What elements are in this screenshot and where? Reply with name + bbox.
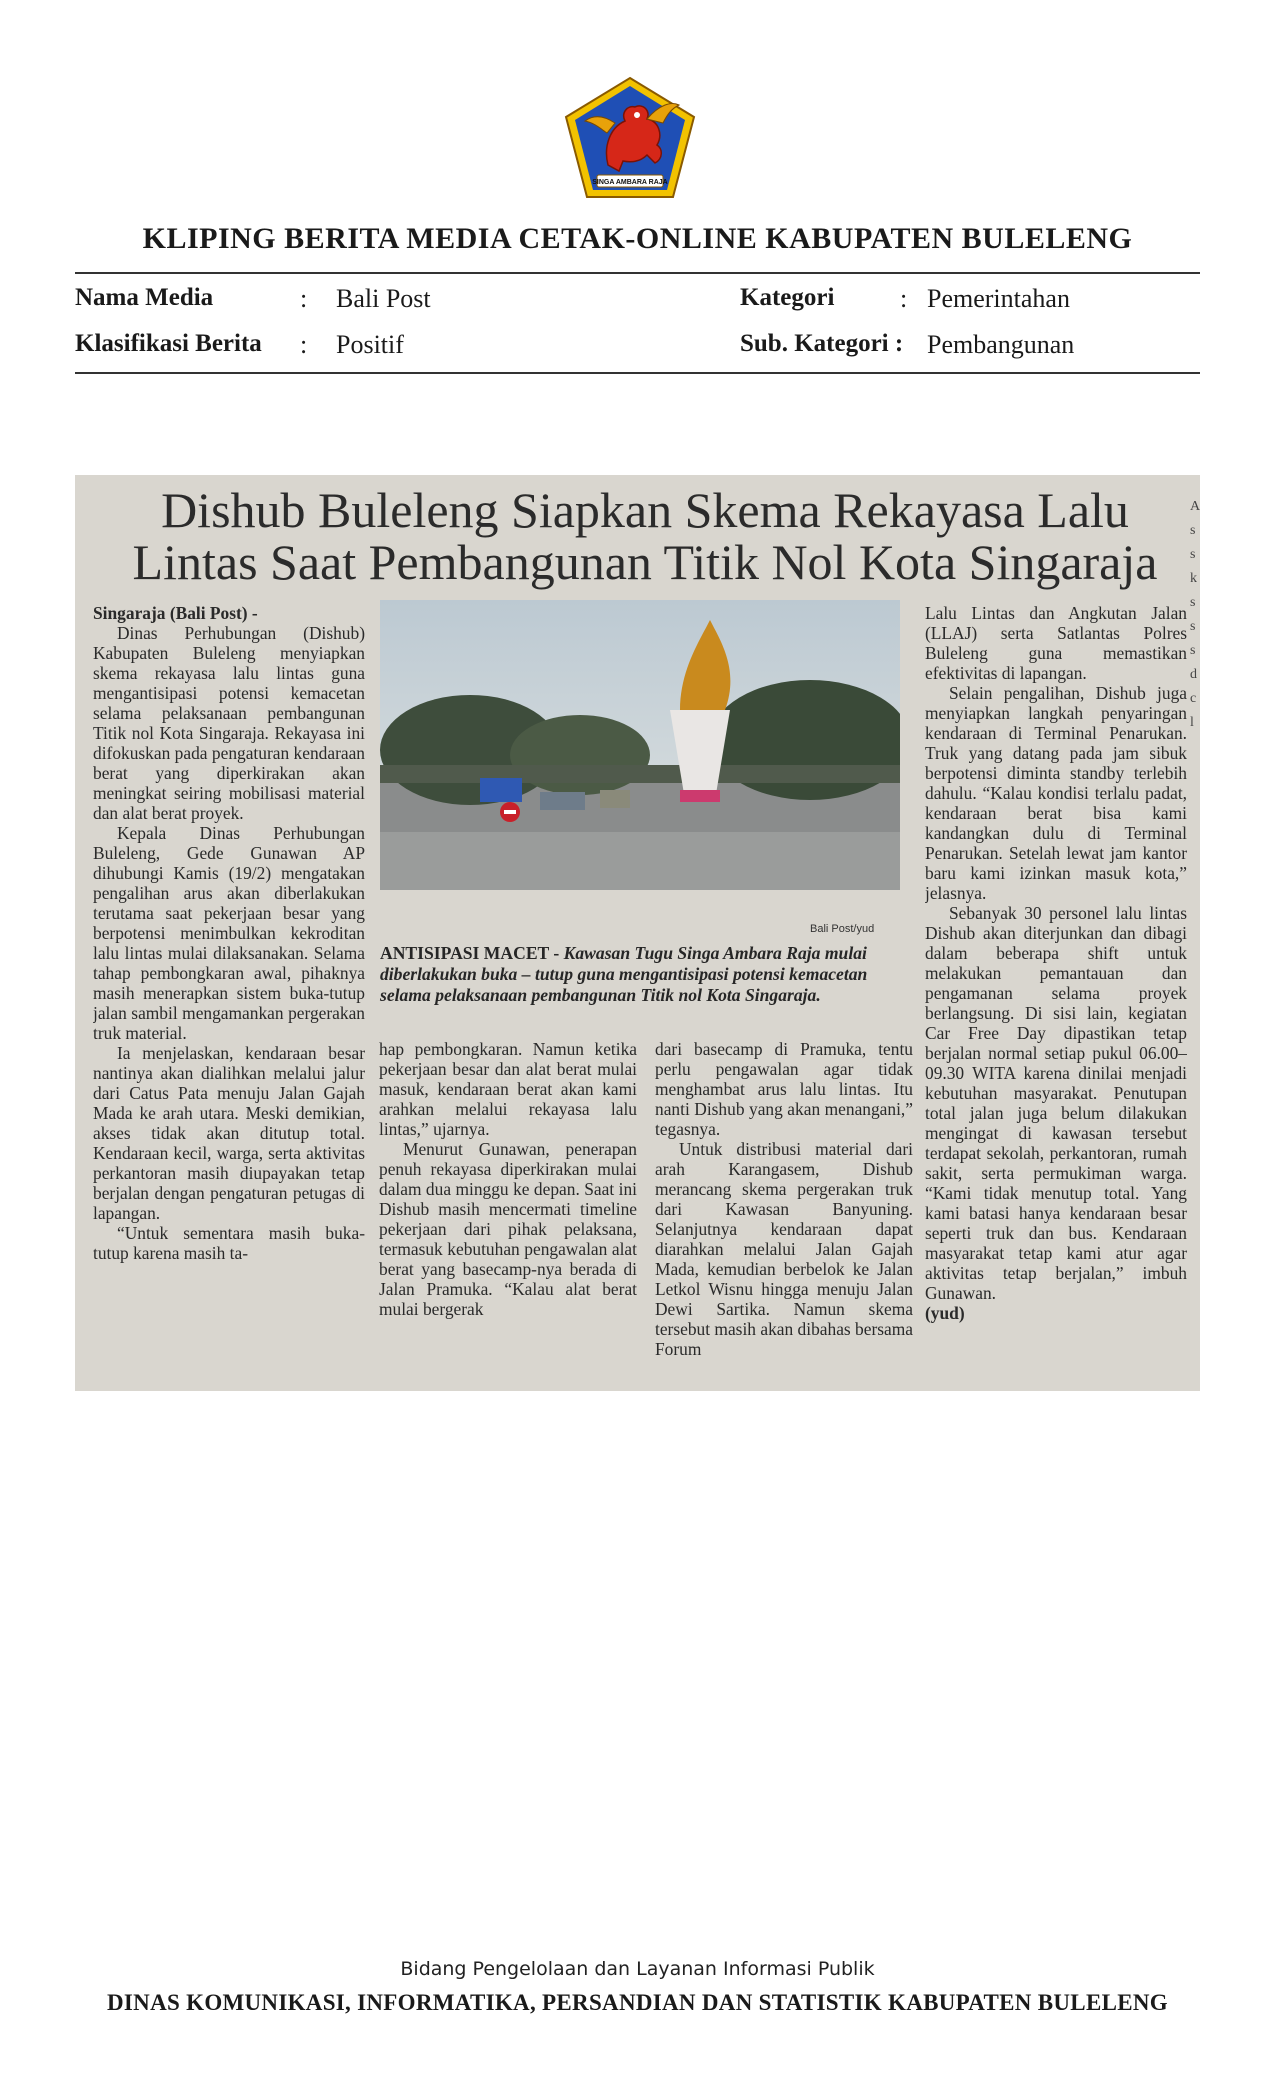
top-divider	[75, 272, 1200, 274]
col1-paragraph: Ia menjelaskan, kendaraan besar nantinya akan dialihkan melalui jalur dari Catus Pata menuju Jalan Gajah Mada ke arah utara. Meski demikian, akses tidak akan ditutup total. Kendaraan kecil, warga, serta aktivitas perkantoran masih diupayakan tetap berjalan dengan pengaturan petugas di lapangan.	[93, 1043, 365, 1223]
footer-agency: DINAS KOMUNIKASI, INFORMATIKA, PERSANDIAN DAN STATISTIK KABUPATEN BULELENG	[107, 1990, 1168, 2015]
dateline: Singaraja (Bali Post) -	[93, 603, 258, 623]
media-value: Bali Post	[336, 284, 431, 313]
klasifikasi-label: Klasifikasi Berita	[75, 330, 262, 357]
photo-credit: Bali Post/yud	[810, 923, 875, 935]
caption-text: Kawasan Tugu Singa Ambara Raja mulai diberlakukan buka – tutup guna mengantisipasi potensi kemacetan selama pelaksanaan pembangunan Titik nol Kota Singaraja.	[380, 943, 868, 1005]
col3-paragraph: Untuk distribusi material dari arah Karangasem, Dishub merancang skema pergerakan truk dari Kawasan Banyuning. Selanjutnya kendaraan dapat diarahkan melalui Jalan Gajah Mada, kemudian berbelok ke Jalan Letkol Wisnu hingga menuju Jalan Dewi Sartika. Namun skema tersebut masih akan dibahas bersama Forum	[655, 1139, 913, 1359]
photo-caption	[380, 943, 905, 1006]
article-column-1	[93, 603, 365, 1379]
document-title: KLIPING BERITA MEDIA CETAK-ONLINE KABUPATEN BULELENG	[142, 222, 1133, 255]
col2-paragraph: Menurut Gunawan, penerapan penuh rekayasa diperkirakan mulai dalam dua minggu ke depan. Saat ini Dishub masih mencermati timeline pekerjaan dari pihak pelaksana, termasuk kebutuhan pengawalan alat berat yang basecamp-nya berada di Jalan Pramuka. “Kalau alat berat mulai bergerak	[379, 1139, 637, 1319]
headline-line-2: Lintas Saat Pembangunan Titik Nol Kota Singaraja	[132, 534, 1158, 590]
caption-lead: ANTISIPASI MACET -	[380, 943, 560, 963]
headline-line-1: Dishub Buleleng Siapkan Skema Rekayasa Lalu	[161, 482, 1129, 538]
col4-paragraph: Selain pengalihan, Dishub juga menyiapkan langkah penyaringan kendaraan di Terminal Penarukan. Truk yang datang pada jam sibuk berpotensi diminta standby terlebih dahulu. “Kalau kondisi terlalu padat, kendaraan berat bisa kami kandangkan dulu di Terminal Penarukan. Setelah lewat jam kantor baru kami izinkan masuk kota,” jelasnya.	[925, 683, 1187, 903]
adjacent-article-edge: A s s k s s s d c l	[1190, 499, 1200, 730]
article-column-2	[379, 1039, 637, 1379]
kategori-label: Kategori	[740, 284, 835, 311]
col4-paragraph: Lalu Lintas dan Angkutan Jalan (LLAJ) serta Satlantas Polres Buleleng guna memastikan efektivitas di lapangan.	[925, 603, 1187, 683]
article-column-3	[655, 1039, 913, 1379]
col4-paragraph: Sebanyak 30 personel lalu lintas Dishub akan diterjunkan dan dibagi dalam beberapa shift untuk melakukan pemantauan dan pengamanan selama proyek berlangsung. Di sisi lain, kegiatan Car Free Day dipastikan tetap berjalan normal setiap pukul 06.00–09.30 WITA karena dinilai menjadi kebutuhan masyarakat. Penutupan total jalan juga belum dilakukan mengingat di kawasan tersebut terdapat sekolah, perkantoran, rumah sakit, serta permukiman warga. “Kami tidak menutup total. Yang kami batasi hanya kendaraan besar seperti truk dan bus. Kendaraan masyarakat tetap kami atur agar aktivitas tetap berjalan,” imbuh Gunawan.	[925, 903, 1187, 1303]
meta-divider	[75, 372, 1200, 374]
klasifikasi-colon: :	[300, 330, 308, 359]
col1-paragraph: Kepala Dinas Perhubungan Buleleng, Gede Gunawan AP dihubungi Kamis (19/2) mengatakan pengalihan arus akan diberlakukan terutama saat pekerjaan besar yang berpotensi menimbulkan kekroditan lalu lintas mulai dilaksanakan. Selama tahap pembongkaran awal, pihaknya masih menerapkan sistem buka-tutup jalan sambil mengamankan pergerakan truk material.	[93, 823, 365, 1043]
col1-paragraph: Dinas Perhubungan (Dishub) Kabupaten Buleleng menyiapkan skema rekayasa lalu lintas guna mengantisipasi potensi kemacetan selama pelaksanaan pembangunan Titik nol Kota Singaraja. Rekayasa ini difokuskan pada pengaturan kendaraan berat yang diperkirakan akan meningkat seiring mobilisasi material dan alat berat proyek.	[93, 623, 365, 823]
col3-paragraph: dari basecamp di Pramuka, tentu perlu pengawalan agar tidak menghambat arus lalu lintas. Itu nanti Dishub yang akan menangani,” tegasnya.	[655, 1039, 913, 1139]
subkategori-value: Pembangunan	[927, 330, 1075, 359]
col1-paragraph: “Untuk sementara masih buka-tutup karena masih ta-	[93, 1223, 365, 1263]
klasifikasi-value: Positif	[336, 330, 404, 359]
svg-text:SINGA AMBARA RAJA: SINGA AMBARA RAJA	[592, 179, 668, 186]
media-label: Nama Media	[75, 284, 214, 311]
kategori-value: Pemerintahan	[927, 284, 1070, 313]
news-photo-tugu-singa-ambara-raja	[380, 600, 900, 890]
buleleng-regency-logo	[563, 75, 697, 200]
kategori-colon: :	[900, 284, 908, 313]
footer-division: Bidang Pengelolaan dan Layanan Informasi Publik	[400, 1958, 875, 1980]
author-initials: (yud)	[925, 1303, 965, 1323]
media-colon: :	[300, 284, 308, 313]
col2-paragraph: hap pembongkaran. Namun ketika pekerjaan besar dan alat berat mulai masuk, kendaraan berat akan kami arahkan melalui rekayasa lalu lintas,” ujarnya.	[379, 1039, 637, 1139]
article-column-4	[925, 603, 1187, 1379]
newspaper-clipping	[75, 475, 1200, 1391]
subkategori-label: Sub. Kategori :	[740, 330, 904, 357]
